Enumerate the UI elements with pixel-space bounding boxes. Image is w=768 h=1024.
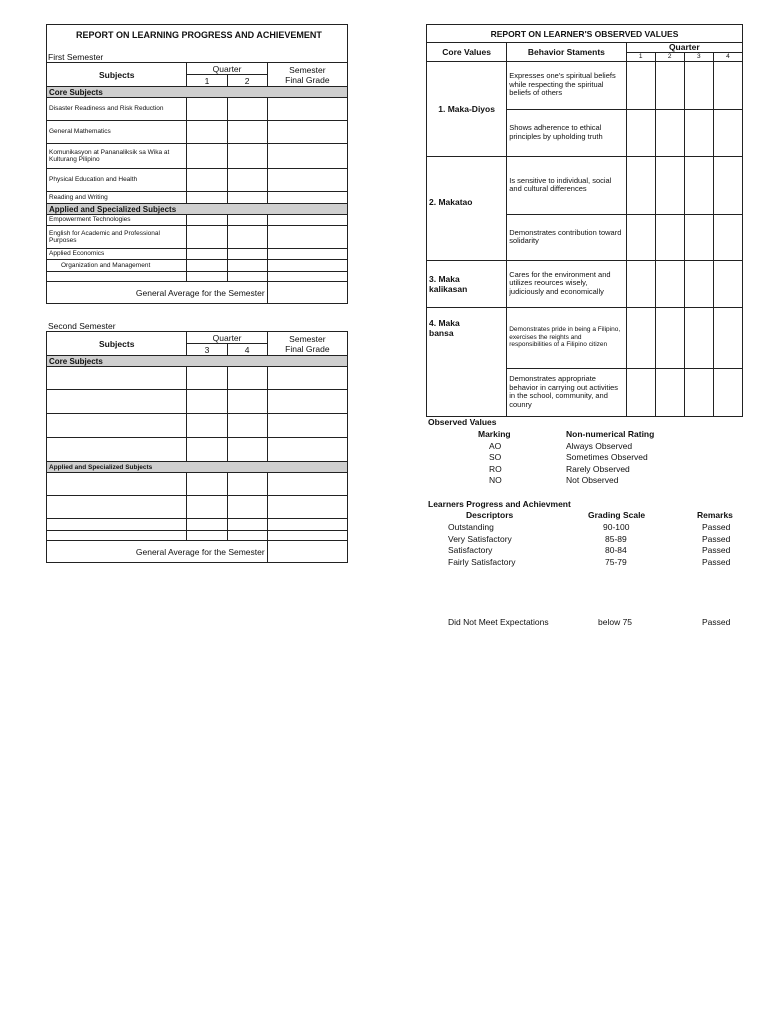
grade-cell[interactable] — [227, 473, 267, 496]
rating-text: Always Observed — [566, 441, 633, 451]
subject-name: Organization and Management — [47, 260, 187, 272]
grade-cell[interactable] — [187, 260, 227, 272]
grade-cell[interactable] — [267, 121, 347, 144]
table-row — [47, 438, 348, 462]
rating-cell[interactable] — [626, 214, 655, 260]
descriptor: Outstanding — [448, 522, 494, 532]
quarter-4-header: 4 — [227, 344, 267, 356]
grade-cell[interactable] — [187, 496, 227, 519]
grade-cell[interactable] — [267, 414, 347, 438]
table-row — [427, 156, 743, 214]
subject-cell[interactable] — [47, 414, 187, 438]
second-semester-table — [46, 331, 348, 563]
grade-cell[interactable] — [227, 496, 267, 519]
quarter-4-header: 4 — [713, 53, 742, 62]
descriptor: Satisfactory — [448, 545, 493, 555]
table-row — [47, 249, 348, 260]
subject-name: Applied Economics — [47, 249, 187, 260]
remarks: Passed — [702, 534, 731, 544]
grade-cell[interactable] — [227, 144, 267, 169]
remarks: Passed — [702, 545, 731, 555]
table-row — [47, 473, 348, 496]
rating-text: Rarely Observed — [566, 464, 630, 474]
grade-cell[interactable] — [227, 226, 267, 249]
grade-cell[interactable] — [267, 192, 347, 204]
grade-cell[interactable] — [187, 367, 227, 390]
grade-cell[interactable] — [187, 215, 227, 226]
rating-cell[interactable] — [713, 61, 742, 109]
quarter-header: Quarter — [626, 43, 742, 53]
grade-cell[interactable] — [227, 98, 267, 121]
table-row — [47, 519, 348, 531]
grade-cell[interactable] — [267, 438, 347, 462]
rating-cell[interactable] — [626, 368, 655, 416]
grade-cell[interactable] — [267, 367, 347, 390]
rating-cell[interactable] — [655, 214, 684, 260]
grade-cell[interactable] — [227, 192, 267, 204]
grade-cell[interactable] — [267, 169, 347, 192]
subject-name: Physical Education and Health — [47, 169, 187, 192]
rating-header: Non-numerical Rating — [566, 429, 655, 439]
grade-cell[interactable] — [187, 169, 227, 192]
marking-code: NO — [489, 475, 502, 485]
grading-scale: 80-84 — [605, 545, 627, 555]
grade-cell[interactable] — [187, 414, 227, 438]
general-average-label: General Average for the Semester — [47, 282, 268, 304]
rating-cell[interactable] — [626, 61, 655, 109]
subject-cell[interactable] — [47, 519, 187, 531]
grading-scale-header: Grading Scale — [588, 510, 646, 520]
grade-cell[interactable] — [267, 226, 347, 249]
grade-cell[interactable] — [187, 192, 227, 204]
quarter-header: Quarter — [187, 63, 267, 75]
grade-cell[interactable] — [227, 272, 267, 282]
marking-code: AO — [489, 441, 502, 451]
grade-cell[interactable] — [267, 473, 347, 496]
remarks: Passed — [702, 557, 731, 567]
quarter-2-header: 2 — [227, 75, 267, 87]
grade-cell[interactable] — [187, 272, 227, 282]
progress-heading: Learners Progress and Achievment — [428, 499, 571, 509]
subject-name: Komunikasyon at Pananaliksik sa Wika at Kulturang Pilipino — [47, 144, 187, 169]
grade-cell[interactable] — [227, 367, 267, 390]
table-row — [47, 121, 348, 144]
behavior-statement: Expresses one's spiritual beliefs while respecting the spiritual beliefs of others — [507, 61, 626, 109]
quarter-1-header: 1 — [187, 75, 227, 87]
remarks: Passed — [702, 617, 731, 627]
grade-cell[interactable] — [227, 169, 267, 192]
rating-cell[interactable] — [684, 260, 713, 307]
grade-cell[interactable] — [227, 249, 267, 260]
applied-subjects-label: Applied and Specialized Subjects — [47, 462, 348, 473]
left-report-title: REPORT ON LEARNING PROGRESS AND ACHIEVEMENT — [76, 30, 322, 40]
table-row — [47, 272, 348, 282]
marking-code: RO — [489, 464, 502, 474]
rating-cell[interactable] — [684, 368, 713, 416]
descriptors-header: Descriptors — [466, 510, 514, 520]
remarks: Passed — [702, 522, 731, 532]
subject-name: Disaster Readiness and Risk Reduction — [47, 98, 187, 121]
behavior-statement: Is sensitive to individual, social and cultural differences — [507, 156, 626, 214]
grading-scale: below 75 — [598, 617, 633, 627]
grade-cell[interactable] — [267, 98, 347, 121]
rating-cell[interactable] — [713, 307, 742, 368]
subject-cell[interactable] — [47, 438, 187, 462]
grade-cell[interactable] — [267, 144, 347, 169]
rating-cell[interactable] — [684, 307, 713, 368]
grade-cell[interactable] — [227, 438, 267, 462]
second-semester-label: Second Semester — [48, 321, 116, 331]
behavior-statement: Demonstrates appropriate behavior in carrying out activities in the school, community, and counry — [507, 368, 626, 416]
grade-cell[interactable] — [187, 473, 227, 496]
final-grade-header: Semester Final Grade — [267, 332, 347, 356]
core-value-name: 3. Maka kalikasan — [427, 260, 507, 307]
quarter-1-header: 1 — [626, 53, 655, 62]
applied-subjects-label: Applied and Specialized Subjects — [47, 204, 348, 215]
grade-cell[interactable] — [187, 226, 227, 249]
subjects-header: Subjects — [47, 332, 187, 356]
grade-cell[interactable] — [227, 390, 267, 414]
grade-cell[interactable] — [187, 121, 227, 144]
descriptor: Very Satisfactory — [448, 534, 512, 544]
quarter-3-header: 3 — [684, 53, 713, 62]
rating-cell[interactable] — [655, 109, 684, 156]
rating-cell[interactable] — [655, 61, 684, 109]
rating-cell[interactable] — [713, 109, 742, 156]
grade-cell[interactable] — [227, 121, 267, 144]
table-row — [427, 307, 743, 368]
behavior-statement: Demonstrates pride in being a Filipino, exercises the reights and responsibilities of a Filipino citizen — [507, 307, 626, 368]
table-row — [427, 260, 743, 307]
observed-values-heading: Observed Values — [428, 417, 497, 427]
rating-cell[interactable] — [655, 156, 684, 214]
table-row — [47, 169, 348, 192]
core-subjects-label: Core Subjects — [47, 87, 348, 98]
rating-cell[interactable] — [655, 307, 684, 368]
grade-cell[interactable] — [187, 531, 227, 541]
subject-cell[interactable] — [47, 531, 187, 541]
remarks-header: Remarks — [697, 510, 733, 520]
subject-cell[interactable] — [47, 496, 187, 519]
grade-cell[interactable] — [267, 249, 347, 260]
quarter-3-header: 3 — [187, 344, 227, 356]
subject-name: English for Academic and Professional Purposes — [47, 226, 187, 249]
grade-cell[interactable] — [267, 531, 347, 541]
general-average-label: General Average for the Semester — [47, 541, 268, 563]
rating-cell[interactable] — [626, 260, 655, 307]
table-row — [47, 98, 348, 121]
rating-cell[interactable] — [626, 109, 655, 156]
behavior-statement: Cares for the environment and utilizes reources wisely, judiciously and economically — [507, 260, 626, 307]
rating-cell[interactable] — [684, 214, 713, 260]
table-row — [47, 260, 348, 272]
subject-name — [47, 272, 187, 282]
grade-cell[interactable] — [267, 260, 347, 272]
grade-cell[interactable] — [227, 519, 267, 531]
grade-cell[interactable] — [187, 249, 227, 260]
subject-cell[interactable] — [47, 390, 187, 414]
grade-cell[interactable] — [187, 519, 227, 531]
table-row — [47, 414, 348, 438]
table-row — [427, 61, 743, 109]
marking-code: SO — [489, 452, 502, 462]
rating-text: Not Observed — [566, 475, 619, 485]
rating-cell[interactable] — [655, 260, 684, 307]
grade-cell[interactable] — [187, 438, 227, 462]
behavior-statement: Demonstrates contribution toward solidarity — [507, 214, 626, 260]
table-row — [47, 531, 348, 541]
first-semester-label: First Semester — [48, 52, 104, 62]
subjects-header: Subjects — [47, 63, 187, 87]
core-value-name: 2. Makatao — [427, 156, 507, 260]
rating-cell[interactable] — [713, 156, 742, 214]
quarter-header: Quarter — [187, 332, 267, 344]
rating-cell[interactable] — [713, 260, 742, 307]
table-row — [47, 144, 348, 169]
subject-name: General Mathematics — [47, 121, 187, 144]
subject-name: Empowerment Technologies — [47, 215, 187, 226]
grading-scale: 85-89 — [605, 534, 627, 544]
quarter-2-header: 2 — [655, 53, 684, 62]
table-row — [47, 215, 348, 226]
grade-cell[interactable] — [227, 260, 267, 272]
rating-cell[interactable] — [684, 156, 713, 214]
grade-cell[interactable] — [267, 496, 347, 519]
table-row — [47, 226, 348, 249]
grade-cell[interactable] — [187, 144, 227, 169]
observed-values-table — [426, 24, 743, 417]
core-value-name: 4. Maka bansa — [427, 307, 507, 416]
table-row — [47, 192, 348, 204]
table-row — [47, 390, 348, 414]
first-semester-table — [46, 62, 348, 304]
rating-cell[interactable] — [713, 368, 742, 416]
grade-cell[interactable] — [227, 414, 267, 438]
final-grade-header: Semester Final Grade — [267, 63, 347, 87]
behavior-statement: Shows adherence to ethical principles by upholding truth — [507, 109, 626, 156]
grading-scale: 90-100 — [603, 522, 630, 532]
core-value-name: 1. Maka-Diyos — [427, 61, 507, 156]
rating-text: Sometimes Observed — [566, 452, 648, 462]
rating-cell[interactable] — [626, 156, 655, 214]
grade-cell[interactable] — [267, 390, 347, 414]
grade-cell[interactable] — [227, 531, 267, 541]
core-subjects-label: Core Subjects — [47, 356, 348, 367]
grading-scale: 75-79 — [605, 557, 627, 567]
grade-cell[interactable] — [227, 215, 267, 226]
descriptor: Fairly Satisfactory — [448, 557, 516, 567]
subject-cell[interactable] — [47, 473, 187, 496]
rating-cell[interactable] — [713, 214, 742, 260]
grade-cell[interactable] — [187, 98, 227, 121]
observed-values-title: REPORT ON LEARNER'S OBSERVED VALUES — [427, 25, 743, 43]
table-row — [47, 367, 348, 390]
rating-cell[interactable] — [626, 307, 655, 368]
behavior-statements-header: Behavior Staments — [507, 43, 626, 62]
marking-header: Marking — [478, 429, 511, 439]
rating-cell[interactable] — [684, 109, 713, 156]
grade-cell[interactable] — [267, 519, 347, 531]
subject-name: Reading and Writing — [47, 192, 187, 204]
grade-cell[interactable] — [187, 390, 227, 414]
general-average-cell[interactable] — [267, 541, 347, 563]
table-row — [47, 496, 348, 519]
rating-cell[interactable] — [655, 368, 684, 416]
subject-cell[interactable] — [47, 367, 187, 390]
rating-cell[interactable] — [684, 61, 713, 109]
descriptor: Did Not Meet Expectations — [448, 617, 549, 627]
general-average-cell[interactable] — [267, 282, 347, 304]
grade-cell[interactable] — [267, 215, 347, 226]
grade-cell[interactable] — [267, 272, 347, 282]
core-values-header: Core Values — [427, 43, 507, 62]
